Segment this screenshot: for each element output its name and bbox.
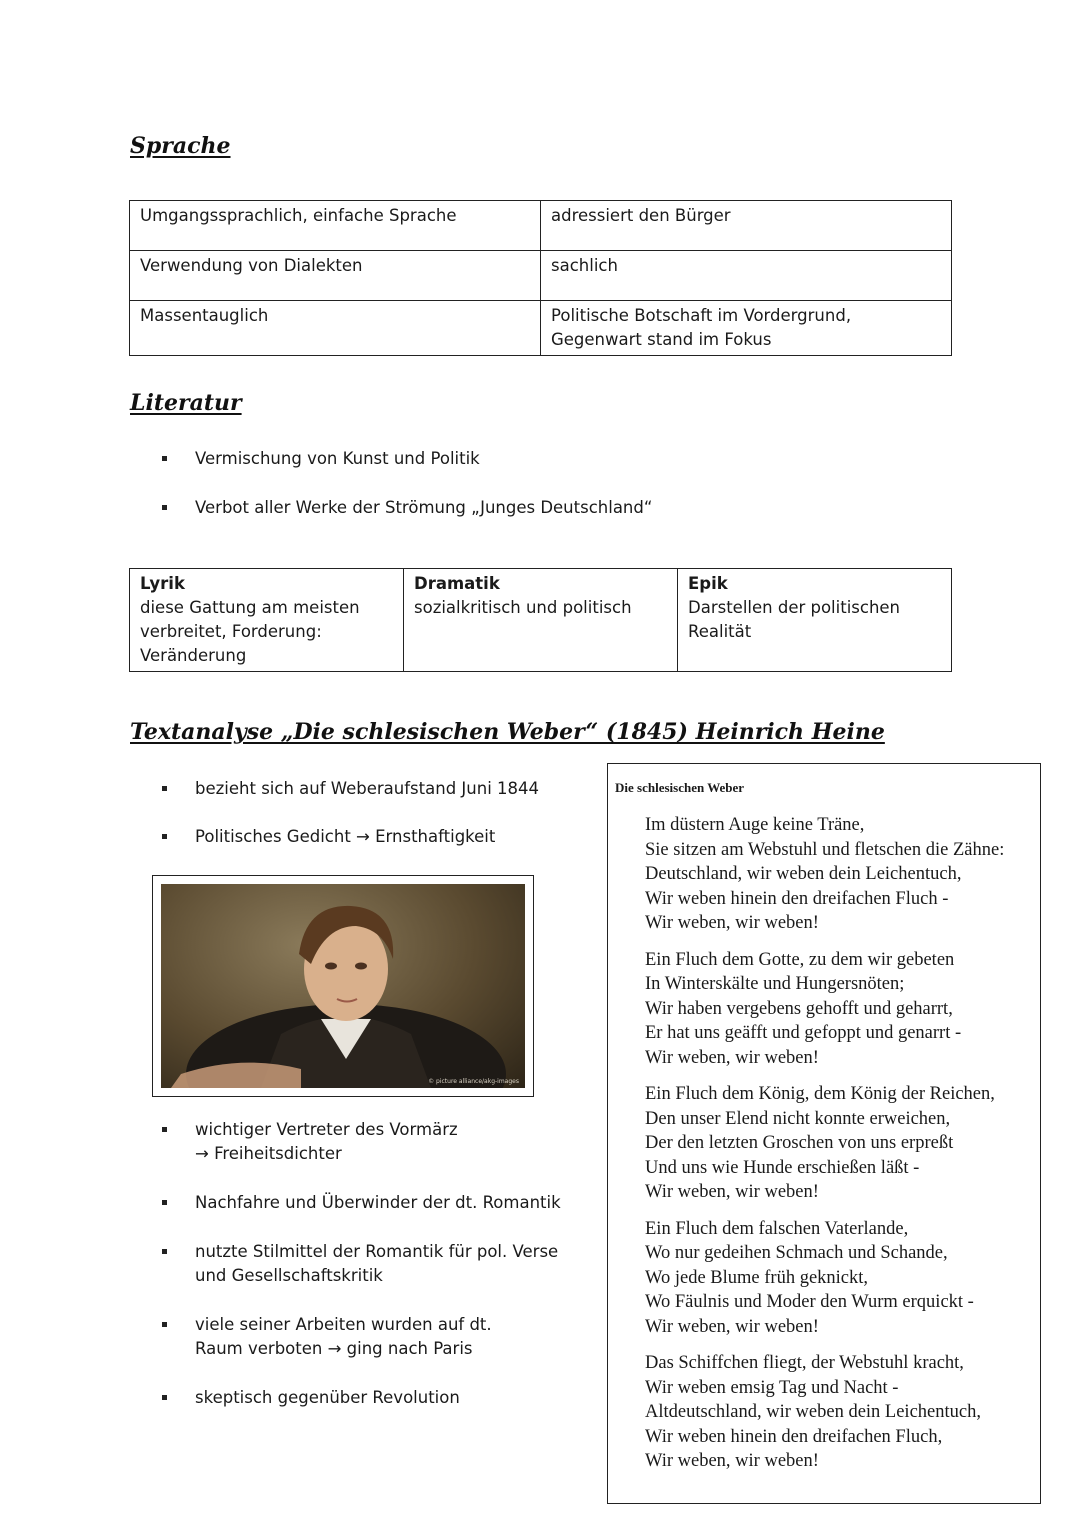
poem-stanza: Ein Fluch dem falschen Vaterlande, Wo nur gedeihen Schmach und Schande, Wo jede Blume früh geknickt, Wo Fäulnis und Moder den Wurm erquickt - Wir weben, wir weben! [645,1218,974,1337]
sprache-table [129,200,952,356]
table-cell: Verwendung von Dialekten [130,251,541,301]
list-item: skeptisch gegenüber Revolution [160,1386,561,1410]
list-item: viele seiner Arbeiten wurden auf dt. Raum verboten → ging nach Paris [160,1313,561,1361]
genre-cell-dramatik [404,569,678,672]
table-row [130,569,952,672]
section-title-textanalyse: Textanalyse „Die schlesischen Weber“ (1845) Heinrich Heine [130,719,885,745]
table-row [130,201,952,251]
genre-desc: diese Gattung am meisten verbreitet, Forderung: Veränderung [140,598,360,665]
portrait-illustration [161,884,525,1088]
table-row [130,301,952,356]
table-cell: adressiert den Bürger [541,201,952,251]
textanalyse-bullets-bottom [160,1118,561,1410]
list-item: Verbot aller Werke der Strömung „Junges Deutschland“ [160,496,652,520]
table-cell: sachlich [541,251,952,301]
genre-desc: Darstellen der politischen Realität [688,598,901,641]
portrait-frame [152,875,534,1097]
photo-credit: © picture alliance/akg-images [428,1078,519,1085]
list-item: Politisches Gedicht → Ernsthaftigkeit [160,825,539,849]
heine-portrait [161,884,525,1088]
poem-text [645,813,1004,1486]
textanalyse-bullets-top [160,777,539,849]
genre-name: Epik [688,574,728,593]
list-item: Vermischung von Kunst und Politik [160,447,652,471]
genre-cell-lyrik [130,569,404,672]
literatur-bullets [160,447,652,520]
genre-table [129,568,952,672]
table-row [130,251,952,301]
poem-stanza: Ein Fluch dem König, dem König der Reichen, Den unser Elend nicht konnte erweichen, Der den letzten Groschen von uns erpreßt Und uns wie Hunde erschießen läßt - Wir weben, wir weben! [645,1084,995,1202]
list-item: Nachfahre und Überwinder der dt. Romantik [160,1191,561,1215]
genre-name: Lyrik [140,574,185,593]
section-title-literatur: Literatur [130,390,242,416]
table-cell: Politische Botschaft im Vordergrund, Gegenwart stand im Fokus [541,301,952,356]
table-cell: Umgangssprachlich, einfache Sprache [130,201,541,251]
poem-stanza: Im düstern Auge keine Träne, Sie sitzen am Webstuhl und fletschen die Zähne: Deutschland, wir weben dein Leichentuch, Wir weben hinein den dreifachen Fluch - Wir weben, wir weben! [645,815,1005,933]
poem-title: Die schlesischen Weber [615,780,745,795]
poem-stanza: Das Schiffchen fliegt, der Webstuhl kracht, Wir weben emsig Tag und Nacht - Altdeutschland, wir weben dein Leichentuch, Wir weben hinein den dreifachen Fluch, Wir weben, wir weben! [645,1353,981,1471]
poem-box [607,763,1041,1504]
section-title-sprache: Sprache [130,133,231,159]
poem-stanza: Ein Fluch dem Gotte, zu dem wir gebeten In Winterskälte und Hungersnöten; Wir haben vergebens gehofft und geharrt, Er hat uns geäfft und gefoppt und genarrt - Wir weben, wir weben! [645,949,962,1068]
table-cell: Massentauglich [130,301,541,356]
genre-desc: sozialkritisch und politisch [414,598,632,617]
genre-cell-epik [678,569,952,672]
list-item: wichtiger Vertreter des Vormärz → Freiheitsdichter [160,1118,561,1166]
list-item: nutzte Stilmittel der Romantik für pol. Verse und Gesellschaftskritik [160,1240,561,1288]
genre-name: Dramatik [414,574,500,593]
list-item: bezieht sich auf Weberaufstand Juni 1844 [160,777,539,801]
